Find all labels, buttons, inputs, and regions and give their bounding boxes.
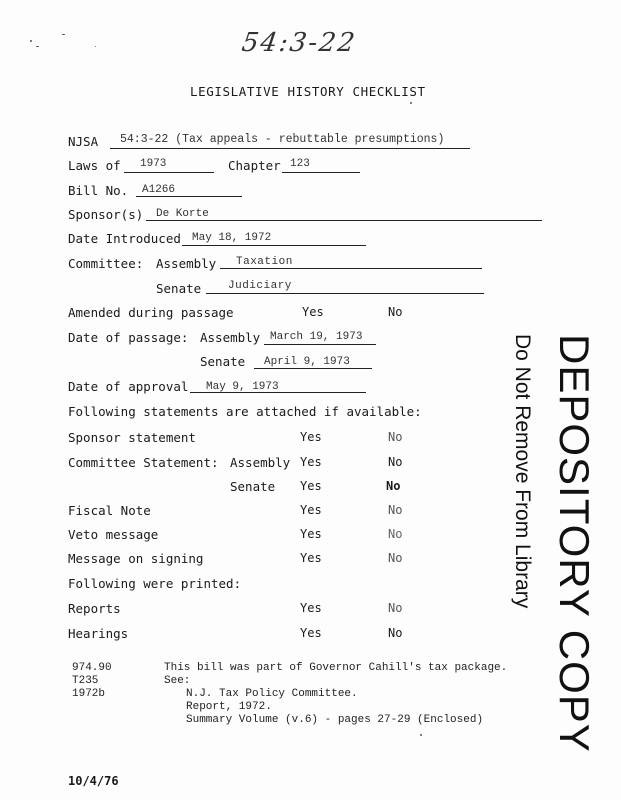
footer-date: 10/4/76	[68, 774, 119, 788]
date-introduced-label: Date Introduced	[68, 231, 181, 246]
note-line: N.J. Tax Policy Committee.	[186, 688, 358, 700]
scan-speck	[62, 34, 65, 35]
sponsor-value: De Korte	[156, 208, 209, 220]
amended-yes: Yes	[302, 305, 324, 319]
committee-assembly-value: Taxation	[236, 256, 293, 268]
statement-yes: Yes	[300, 551, 322, 565]
note-line: Report, 1972.	[186, 701, 272, 713]
date-introduced-underline	[182, 245, 366, 246]
committee-assembly-underline	[220, 268, 482, 269]
njsa-value: 54:3-22 (Tax appeals - rebuttable presumptions)	[120, 133, 445, 146]
printed-yes: Yes	[300, 601, 322, 615]
statement-sub-label: Senate	[230, 479, 276, 494]
statement-label: Sponsor statement	[68, 430, 196, 445]
njsa-underline	[110, 148, 470, 149]
statement-no: No	[388, 527, 403, 541]
laws-of-underline	[124, 172, 214, 173]
approval-label: Date of approval	[68, 379, 189, 394]
committee-senate-underline	[206, 293, 484, 294]
statement-no: No	[388, 551, 403, 565]
date-introduced-value: May 18, 1972	[192, 232, 272, 244]
approval-value: May 9, 1973	[206, 381, 279, 393]
statement-yes: Yes	[300, 430, 322, 444]
stamp-depository-copy: DEPOSITORY COPY	[551, 334, 598, 753]
note-line: Summary Volume (v.6) - pages 27-29 (Enclosed)	[186, 714, 484, 726]
laws-of-label: Laws of	[68, 158, 121, 173]
statement-label: Committee Statement:	[68, 455, 219, 470]
statement-no: No	[388, 455, 403, 469]
statement-no: No	[388, 503, 403, 517]
statement-no: No	[388, 430, 403, 444]
bill-no-label: Bill No.	[68, 183, 129, 198]
sponsor-label: Sponsor(s)	[68, 207, 144, 222]
passage-label: Date of passage:	[68, 330, 189, 345]
printed-no: No	[388, 601, 403, 615]
printed-no: No	[388, 626, 403, 640]
passage-assembly-value: March 19, 1973	[270, 331, 363, 343]
statement-yes: Yes	[300, 479, 322, 493]
note-line: See:	[164, 675, 191, 687]
scan-speck	[30, 40, 32, 42]
note-line: This bill was part of Governor Cahill's tax package.	[164, 662, 508, 674]
scan-speck	[420, 734, 422, 736]
laws-of-value: 1973	[140, 158, 167, 170]
call-number: 1972b	[72, 688, 106, 700]
printed-label: Hearings	[68, 626, 129, 641]
chapter-label: Chapter	[228, 158, 281, 173]
sponsor-underline	[146, 220, 542, 221]
scan-speck	[36, 46, 39, 47]
scan-speck	[410, 102, 412, 104]
call-number: T235	[72, 675, 99, 687]
printed-yes: Yes	[300, 626, 322, 640]
passage-assembly-label: Assembly	[200, 330, 261, 345]
printed-label: Reports	[68, 601, 121, 616]
committee-senate-label: Senate	[156, 281, 202, 296]
page-title: LEGISLATIVE HISTORY CHECKLIST	[190, 84, 426, 99]
njsa-label: NJSA	[68, 134, 99, 149]
statement-yes: Yes	[300, 455, 322, 469]
call-number: 974.90	[72, 662, 112, 674]
amended-no: No	[388, 305, 403, 319]
scan-speck	[95, 46, 96, 47]
bill-no-value: A1266	[142, 184, 176, 196]
committee-assembly-label: Assembly	[156, 256, 217, 271]
passage-senate-underline	[254, 368, 372, 369]
passage-senate-label: Senate	[200, 354, 246, 369]
statement-yes: Yes	[300, 503, 322, 517]
bill-no-underline	[136, 196, 242, 197]
handwritten-code: 54:3-22	[239, 28, 359, 58]
stamp-do-not-remove: Do Not Remove From Library	[511, 334, 534, 609]
passage-assembly-underline	[264, 344, 376, 345]
depository-stamp	[480, 330, 600, 753]
printed-heading: Following were printed:	[68, 576, 242, 591]
statement-yes: Yes	[300, 527, 322, 541]
passage-senate-value: April 9, 1973	[264, 356, 350, 368]
statement-label: Message on signing	[68, 551, 204, 566]
approval-underline	[190, 392, 366, 393]
statement-label: Fiscal Note	[68, 503, 151, 518]
chapter-underline	[282, 172, 360, 173]
statement-sub-label: Assembly	[230, 455, 291, 470]
statement-label: Veto message	[68, 527, 159, 542]
statements-heading: Following statements are attached if available:	[68, 404, 422, 419]
committee-label: Committee:	[68, 256, 144, 271]
amended-label: Amended during passage	[68, 305, 234, 320]
chapter-value: 123	[290, 158, 310, 170]
committee-senate-value: Judiciary	[228, 280, 292, 292]
statement-no: No	[386, 479, 401, 493]
